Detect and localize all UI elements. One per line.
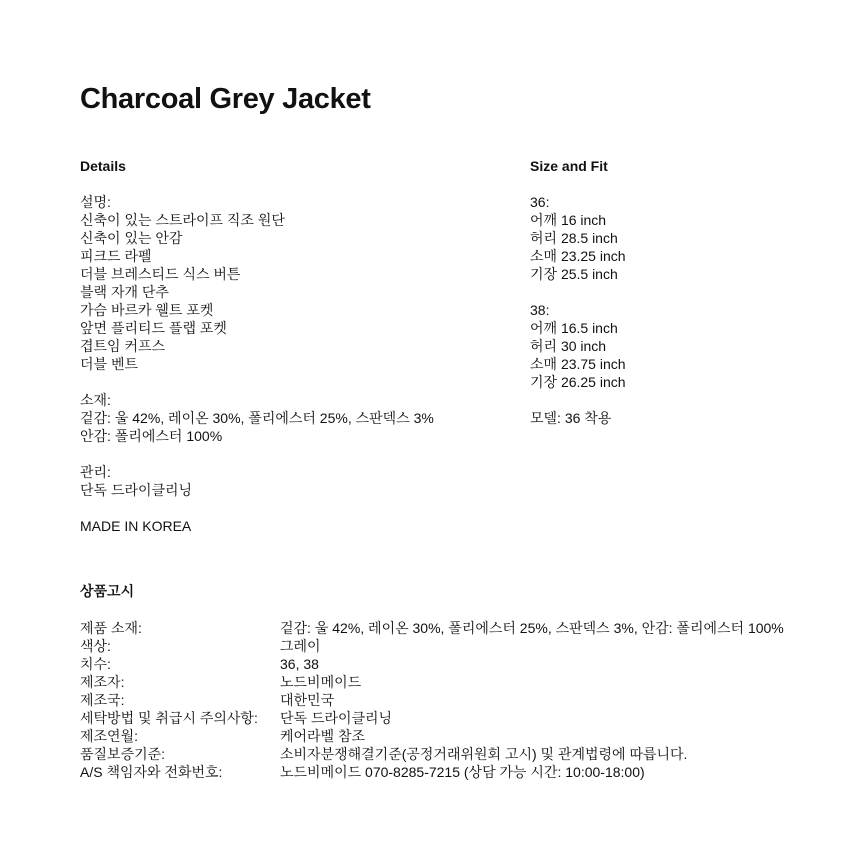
notice-value: 대한민국 [280,692,335,708]
size-fit-line: 기장 25.5 inch [530,266,618,282]
notice-value: 케어라벨 참조 [280,728,366,744]
spacer [530,283,626,301]
size-fit-line: 소매 23.25 inch [530,248,626,264]
notice-label: 치수: [80,656,111,672]
size-fit-line: 38: [530,302,550,318]
notice-row [80,619,784,637]
details-line: 더블 브레스티드 식스 버튼 [80,266,241,282]
notice-label: 색상: [80,638,111,654]
details-line: 신축이 있는 안감 [80,230,183,246]
notice-row [80,637,784,655]
notice-label: 품질보증기준: [80,746,166,762]
details-line: 안감: 폴리에스터 100% [80,428,223,444]
spacer [530,391,626,409]
details-heading: Details [80,158,126,174]
product-title: Charcoal Grey Jacket [80,83,371,115]
details-list [80,193,434,535]
spacer [80,373,434,391]
notice-row [80,709,784,727]
details-line: 관리: [80,464,111,480]
size-fit-heading: Size and Fit [530,158,608,174]
notice-label: 제조연월: [80,728,138,744]
details-line: 앞면 플리티드 플랩 포켓 [80,320,227,336]
details-line: 소재: [80,392,111,408]
notice-value: 단독 드라이클리닝 [280,710,393,726]
size-fit-line: 모델: 36 착용 [530,410,612,426]
size-fit-line: 어깨 16.5 inch [530,320,618,336]
details-line: 설명: [80,194,111,210]
notice-value: 그레이 [280,638,321,654]
notice-row [80,691,784,709]
details-line: 더블 벤트 [80,356,138,372]
spacer [80,445,434,463]
size-fit-line: 허리 30 inch [530,338,607,354]
notice-label: 제조국: [80,692,125,708]
notice-label: A/S 책임자와 전화번호: [80,764,223,780]
notice-row [80,673,784,691]
details-line: 겹트임 커프스 [80,338,166,354]
details-line: 가슴 바르카 웰트 포켓 [80,302,214,318]
notice-label: 제품 소재: [80,620,142,636]
size-fit-line: 소매 23.75 inch [530,356,626,372]
size-fit-list [530,193,626,427]
product-notice-heading: 상품고시 [80,583,135,599]
details-line: MADE IN KOREA [80,518,192,534]
size-fit-line: 어깨 16 inch [530,212,607,228]
spacer [80,499,434,517]
notice-value: 노드비메이드 070-8285-7215 (상담 가능 시간: 10:00-18:00) [280,764,645,780]
details-line: 겉감: 울 42%, 레이온 30%, 폴리에스터 25%, 스판덱스 3% [80,410,434,426]
details-line: 단독 드라이클리닝 [80,482,193,498]
notice-value: 겉감: 울 42%, 레이온 30%, 폴리에스터 25%, 스판덱스 3%, 안감: 폴리에스터 100% [280,620,784,636]
details-line: 피크드 라펠 [80,248,152,264]
size-fit-line: 허리 28.5 inch [530,230,618,246]
notice-label: 세탁방법 및 취급시 주의사항: [80,710,258,726]
details-line: 신축이 있는 스트라이프 직조 원단 [80,212,285,228]
product-notice-table [80,619,784,781]
notice-value: 36, 38 [280,656,319,672]
details-line: 블랙 자개 단추 [80,284,169,300]
notice-value: 노드비메이드 [280,674,362,690]
size-fit-line: 36: [530,194,550,210]
size-fit-line: 기장 26.25 inch [530,374,626,390]
notice-row [80,763,784,781]
notice-row [80,655,784,673]
notice-value: 소비자분쟁해결기준(공정거래위원회 고시) 및 관계법령에 따릅니다. [280,746,688,762]
notice-row [80,727,784,745]
notice-row [80,745,784,763]
notice-label: 제조자: [80,674,125,690]
